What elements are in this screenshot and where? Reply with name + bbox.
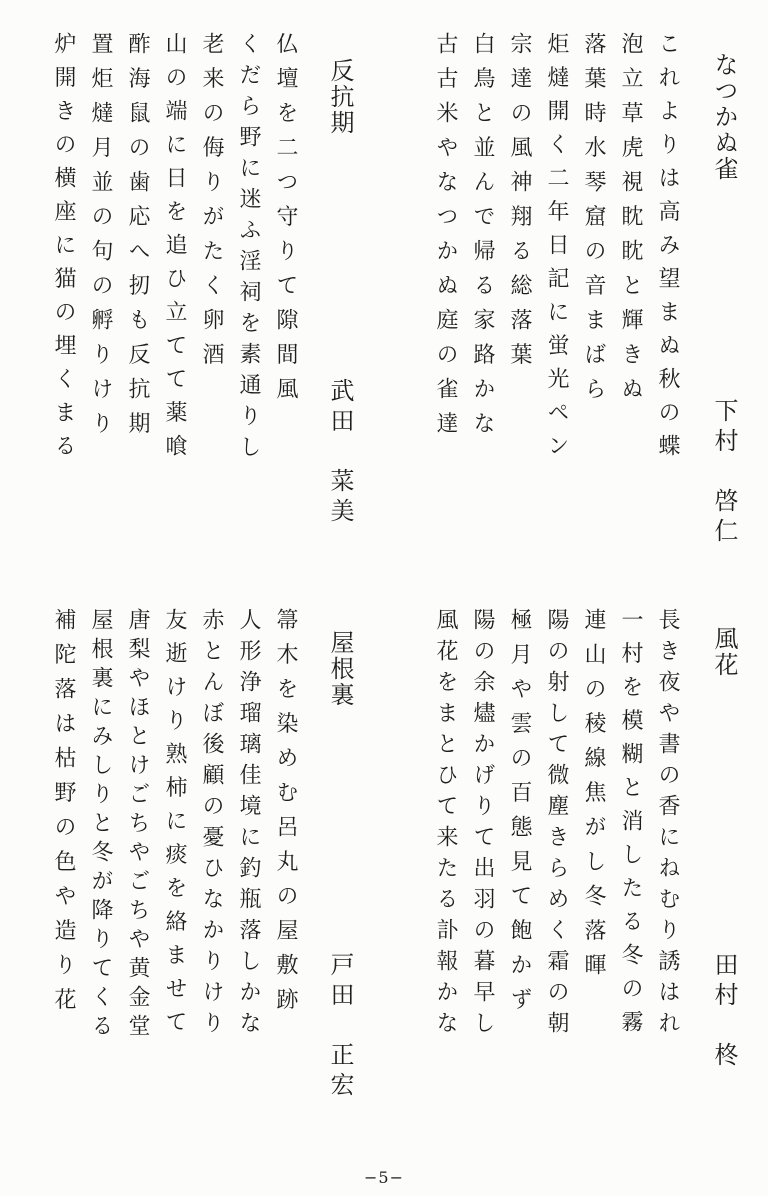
haiku-verse: 赤とんぼ後顧の憂ひなかりけり bbox=[199, 608, 224, 1042]
section-author: 下村 啓仁 bbox=[710, 398, 738, 548]
haiku-verse: 長き夜や書の香にねむり誘はれ bbox=[655, 608, 680, 1042]
section-title: なつかぬ雀 bbox=[710, 52, 738, 182]
haiku-verse: 陽の余燼かげりて出羽の暮早し bbox=[470, 608, 495, 1042]
section-author: 田村 柊 bbox=[710, 952, 738, 1072]
haiku-verse: これよりは高み望まぬ秋の蝶 bbox=[655, 32, 680, 468]
section-author: 戸田 正宏 bbox=[326, 952, 354, 1102]
haiku-verse: 炬燵開く二年日記に蛍光ペン bbox=[544, 32, 569, 468]
section-title: 反抗期 bbox=[326, 58, 354, 136]
haiku-verse: 老来の侮りがたく卵酒 bbox=[199, 32, 224, 377]
haiku-verse: 補陀落は枯野の色や造り花 bbox=[51, 608, 76, 1022]
page-number: −5− bbox=[364, 1168, 404, 1187]
haiku-verse: 連山の稜線焦がし冬落暉 bbox=[581, 608, 606, 988]
haiku-verse: 宗達の風神翔る総落葉 bbox=[507, 32, 532, 377]
haiku-verse: 置炬燵月並の句の孵りけり bbox=[88, 32, 113, 446]
haiku-verse: 白鳥と並んで帰る家路かな bbox=[470, 32, 495, 446]
haiku-verse: 人形浄瑠璃佳境に釣瓶落しかな bbox=[236, 608, 261, 1042]
section-title: 屋根裏 bbox=[326, 630, 354, 708]
haiku-verse: 箒木を染めむ呂丸の屋敷跡 bbox=[273, 608, 298, 1022]
section-author: 武田 菜美 bbox=[326, 378, 354, 528]
haiku-verse: 極月や雲の百態見て飽かず bbox=[507, 608, 532, 1022]
haiku-verse: 落葉時水琴窟の音まばら bbox=[581, 32, 606, 412]
haiku-verse: 陽の射して微塵きらめく霜の朝 bbox=[544, 608, 569, 1042]
haiku-verse: 屋根裏にみしりと冬が降りてくる bbox=[88, 608, 113, 1043]
haiku-verse: 唐梨やほとけごちやごちや黄金堂 bbox=[125, 608, 150, 1043]
haiku-verse: 一村を模糊と消したる冬の霧 bbox=[618, 608, 643, 1044]
section-title: 風花 bbox=[710, 626, 738, 678]
haiku-verse: 山の端に日を追ひ立てて薬喰 bbox=[162, 32, 187, 468]
haiku-verse: 仏壇を二つ守りて隙間風 bbox=[273, 32, 298, 412]
haiku-verse: くだら野に迷ふ淫祠を素通りし bbox=[236, 32, 261, 466]
haiku-verse: 炉開きの横座に猫の埋くまる bbox=[51, 32, 76, 468]
haiku-verse: 古古米やなつかぬ庭の雀達 bbox=[433, 32, 458, 446]
haiku-verse: 酢海鼠の歯応へ扨も反抗期 bbox=[125, 32, 150, 446]
haiku-verse: 友逝けり熟柿に痰を絡ませて bbox=[162, 608, 187, 1044]
haiku-verse: 泡立草虎視眈眈と輝きぬ bbox=[618, 32, 643, 412]
haiku-verse: 風花をまとひて来たる訃報かな bbox=[433, 608, 458, 1042]
